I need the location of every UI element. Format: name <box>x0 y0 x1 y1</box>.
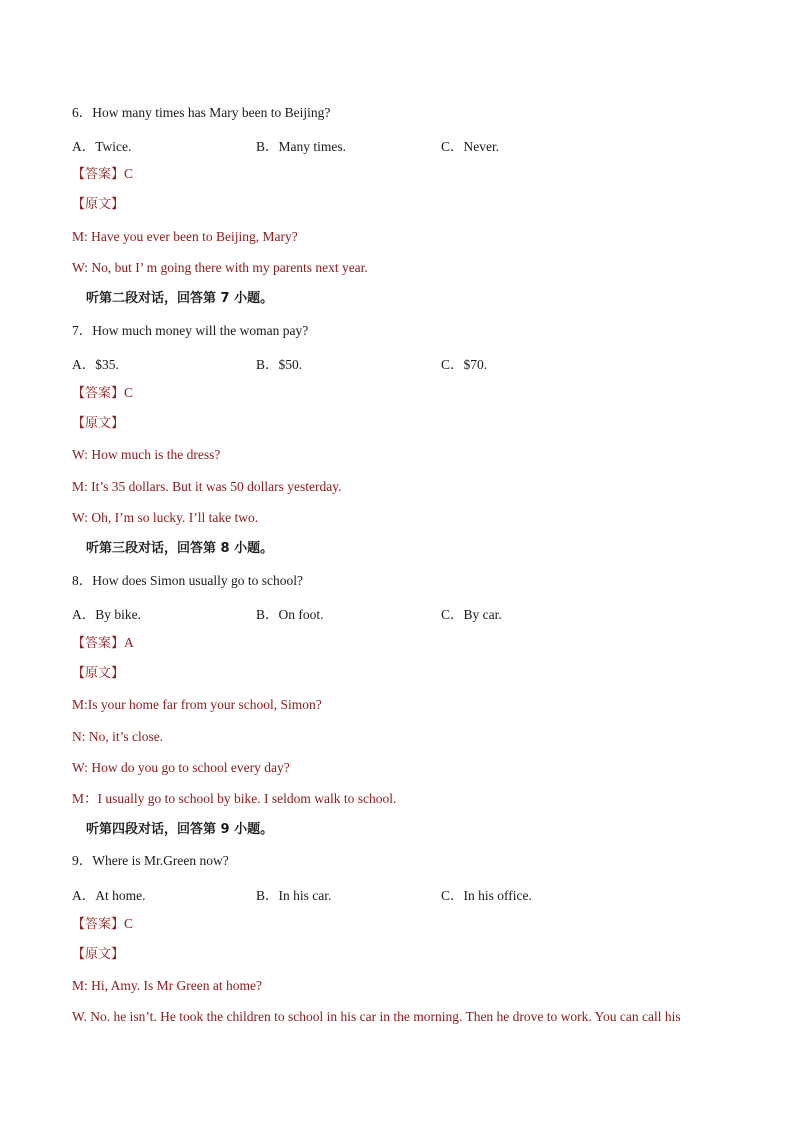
answer-value: A <box>124 635 134 650</box>
option-a: A．$35. <box>72 357 119 372</box>
question-9-source-label: 【原文】 <box>72 947 125 962</box>
answer-value: C <box>124 385 134 400</box>
option-a: A．By bike. <box>72 607 141 622</box>
section-heading-2: 听第二段对话，回答第 7 小题。 <box>86 291 274 306</box>
transcript-line: W: How do you go to school every day? <box>72 760 290 775</box>
question-7-stem: 7．How much money will the woman pay? <box>72 323 309 338</box>
option-a: A．At home. <box>72 888 146 903</box>
question-9-options <box>72 884 672 902</box>
question-8-source-label: 【原文】 <box>72 666 125 681</box>
answer-label: 【答案】 <box>72 167 125 182</box>
question-8-answer <box>72 634 134 653</box>
answer-value: C <box>124 166 134 181</box>
answer-value: C <box>124 916 134 931</box>
option-c: C．Never. <box>441 139 500 154</box>
question-6-options <box>72 135 672 153</box>
transcript-line: W: How much is the dress? <box>72 447 221 462</box>
transcript-line: W. No. he isn’t. He took the children to school in his car in the morning. Then he drove to work. You can call his <box>72 1009 681 1024</box>
option-b: B．In his car. <box>256 888 332 903</box>
question-9-answer <box>72 915 133 934</box>
transcript-line: M:Is your home far from your school, Simon? <box>72 697 322 712</box>
question-8-stem: 8．How does Simon usually go to school? <box>72 573 303 588</box>
question-7-options <box>72 353 672 371</box>
question-6-stem: 6．How many times has Mary been to Beijing? <box>72 105 331 120</box>
question-6-source-label: 【原文】 <box>72 197 125 212</box>
transcript-line: W: No, but I’ m going there with my parents next year. <box>72 260 368 275</box>
answer-label: 【答案】 <box>72 917 125 932</box>
option-c: C．$70. <box>441 357 488 372</box>
option-b: B．$50. <box>256 357 303 372</box>
transcript-line: N: No, it’s close. <box>72 729 164 744</box>
transcript-line: M: Have you ever been to Beijing, Mary? <box>72 229 298 244</box>
transcript-line: M: It’s 35 dollars. But it was 50 dollars yesterday. <box>72 479 342 494</box>
transcript-line: M：I usually go to school by bike. I seldom walk to school. <box>72 791 397 806</box>
answer-label: 【答案】 <box>72 386 125 401</box>
option-c: C．By car. <box>441 607 502 622</box>
option-b: B．On foot. <box>256 607 324 622</box>
question-7-source-label: 【原文】 <box>72 416 125 431</box>
question-7-answer <box>72 384 133 403</box>
transcript-line: W: Oh, I’m so lucky. I’ll take two. <box>72 510 259 525</box>
transcript-line: M: Hi, Amy. Is Mr Green at home? <box>72 978 262 993</box>
question-6-answer <box>72 165 133 184</box>
option-c: C．In his office. <box>441 888 532 903</box>
section-heading-3: 听第三段对话，回答第 8 小题。 <box>86 541 274 556</box>
option-a: A．Twice. <box>72 139 132 154</box>
answer-label: 【答案】 <box>72 636 125 651</box>
question-9-stem: 9．Where is Mr.Green now? <box>72 853 229 868</box>
option-b: B．Many times. <box>256 139 346 154</box>
section-heading-4: 听第四段对话，回答第 9 小题。 <box>86 822 274 837</box>
question-8-options <box>72 603 672 621</box>
